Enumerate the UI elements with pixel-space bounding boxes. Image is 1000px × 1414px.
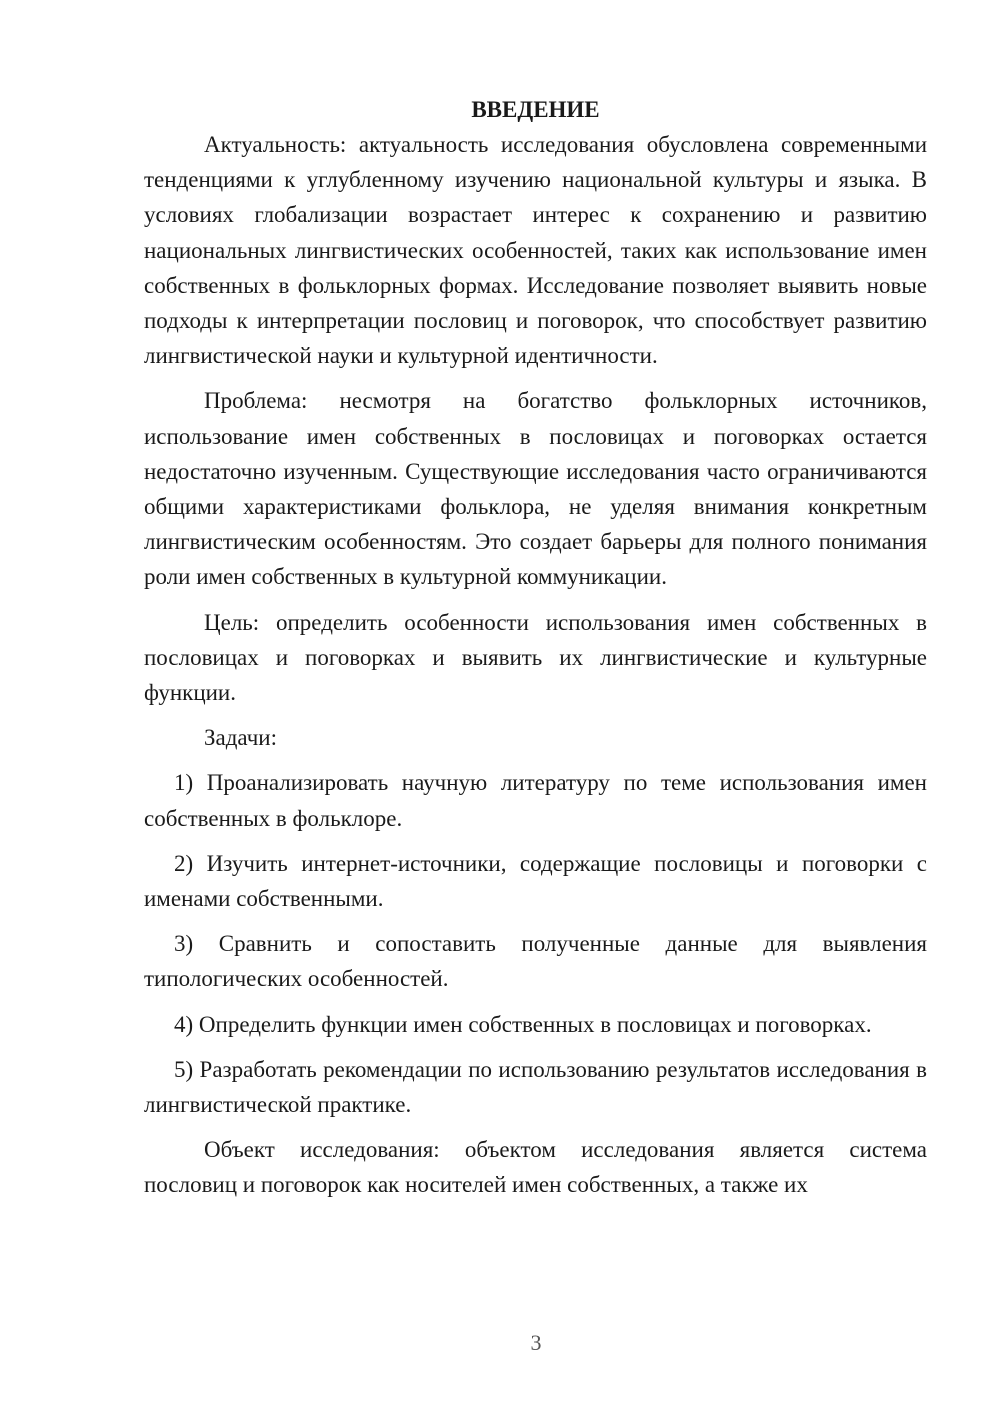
paragraph-problem: Проблема: несмотря на богатство фольклорных источников, использование имен собственных в пословицах и поговорках остается недостаточно изученным. Существующие исследования часто ограничиваются общими характеристиками фольклора, не уделяя внимания конкретным лингвистическим особенностям. Это создает барьеры для полного понимания роли имен собственных в культурной коммуникации. [144,388,927,590]
paragraph-goal: Цель: определить особенности использования имен собственных в пословицах и поговорках и выявить их лингвистические и культурные функции. [144,609,927,706]
paragraph-object: Объект исследования: объектом исследования является система пословиц и поговорок как носителей имен собственных, а также их [144,1137,927,1198]
task-item-1: 1) Проанализировать научную литературу по теме использования имен собственных в фольклоре. [144,770,927,831]
task-item-2: 2) Изучить интернет-источники, содержащие пословицы и поговорки с именами собственными. [144,850,927,912]
page-number: 3 [530,1330,542,1355]
paragraph-actuality: Актуальность: актуальность исследования обусловлена современными тенденциями к углубленному изучению национальной культуры и языка. В условиях глобализации возрастает интерес к сохранению и развитию национальных лингвистических особенностей, таких как использование имен собственных в фольклорных формах. Исследование позволяет выявить новые подходы к интерпретации пословиц и поговорок, что способствует развитию лингвистической науки и культурной идентичности. [144,132,927,369]
page-content [144,92,927,1203]
task-item-5: 5) Разработать рекомендации по использованию результатов исследования в лингвистической практике. [144,1056,927,1118]
section-heading: ВВЕДЕНИЕ [471,97,600,122]
task-item-4: 4) Определить функции имен собственных в пословицах и поговорках. [174,1011,872,1037]
task-item-3: 3) Сравнить и сопоставить полученные данные для выявления типологических особенностей. [144,931,927,992]
tasks-label: Задачи: [204,725,277,751]
